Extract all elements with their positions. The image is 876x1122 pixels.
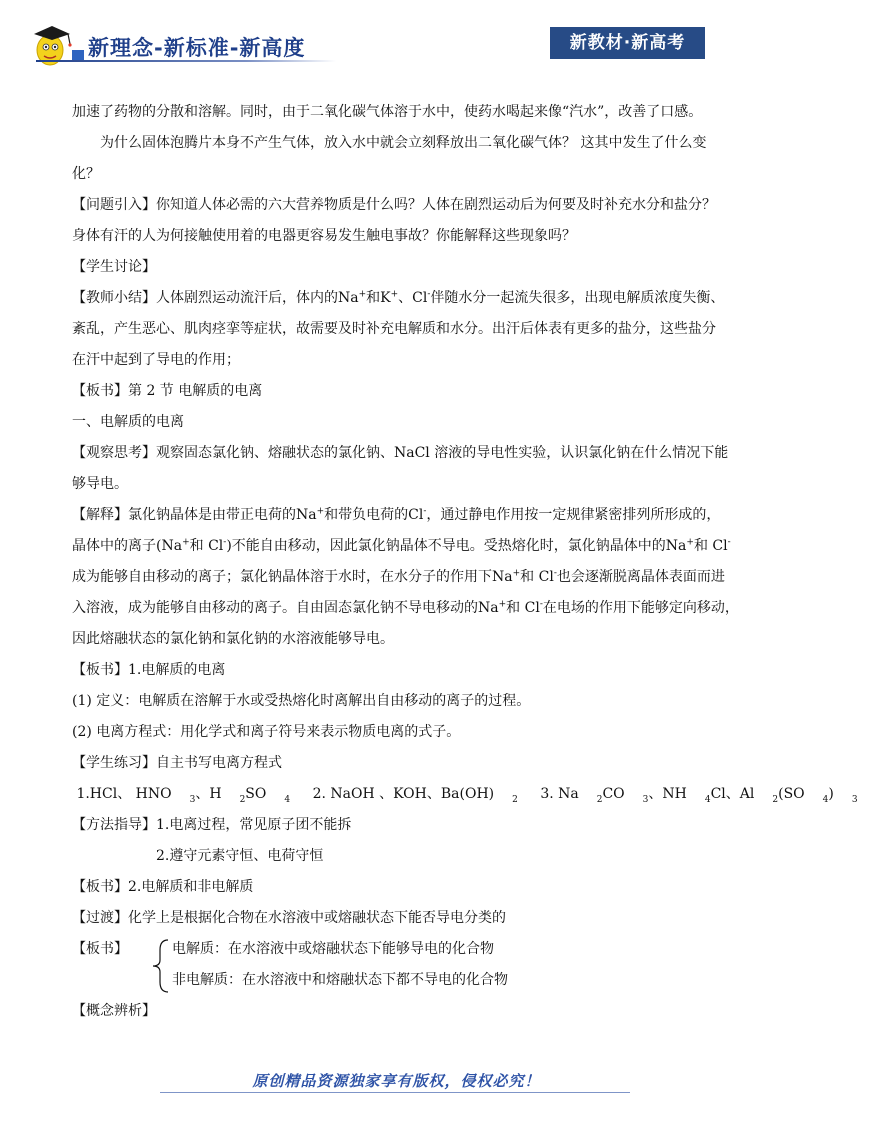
board-line: 【板书】2.电解质和非电解质 <box>72 879 254 895</box>
footer-divider <box>160 1092 630 1093</box>
text-line: 身体有汗的人为何接触使用着的电器更容易发生触电事故？你能解释这些现象吗？ <box>72 228 576 244</box>
text-line: 【学生讨论】 <box>72 259 156 275</box>
teacher-summary-line: 【教师小结】人体剧烈运动流汗后，体内的Na+和K+、Cl-伴随水分一起流失很多，出现电解质浓度失衡、 <box>72 289 725 306</box>
document-body <box>72 97 858 1027</box>
header-slogan-left: 新理念-新标准-新高度 <box>88 36 306 60</box>
explain-line: 晶体中的离子(Na+和 Cl-)不能自由移动，因此氯化钠晶体不导电。受热熔化时，氯化钠晶体中的Na+和 Cl- <box>72 537 731 554</box>
text-line: 因此熔融状态的氯化钠和氯化钠的水溶液能够导电。 <box>72 631 394 647</box>
practice-line: 【学生练习】自主书写电离方程式 <box>72 755 282 771</box>
method-line: 2.遵守元素守恒、电荷守恒 <box>156 848 324 864</box>
text-line: 在汗中起到了导电的作用； <box>72 352 240 368</box>
formula-group-1: 1.HCl、 HNO $_3$、H $_2$SO $_4$ <box>76 786 291 805</box>
board-heading: 【板书】第 2 节 电解质的电离 <box>72 383 263 399</box>
concept-line: 【概念辨析】 <box>72 1003 156 1019</box>
formula-exercise-line <box>72 779 858 810</box>
section-tag: 【教师小结】 <box>72 290 156 306</box>
explain-line: 成为能够自由移动的离子；氯化钠晶体溶于水时，在水分子的作用下Na+和 Cl-也会逐渐脱离晶体表面而进 <box>72 568 725 585</box>
text-line: 【问题引入】你知道人体必需的六大营养物质是什么吗？人体在剧烈运动后为何要及时补充水分和盐分？ <box>72 197 716 213</box>
text-line: 紊乱，产生恶心、肌肉痉挛等症状，故需要及时补充电解质和水分。出汗后体表有更多的盐分，这些盐分 <box>72 321 716 337</box>
non-electrolyte-definition: 非电解质：在水溶液中和熔融状态下都不导电的化合物 <box>172 972 508 988</box>
method-line: 【方法指导】1.电离过程，常见原子团不能拆 <box>72 817 352 833</box>
electrolyte-definition: 电解质：在水溶液中或熔融状态下能够导电的化合物 <box>172 941 494 957</box>
formula-group-3: 3. Na $_2$CO $_3$、NH $_4$Cl、Al $_2$(SO $_4$) $_3$ <box>540 786 858 805</box>
transition-line: 【过渡】化学上是根据化合物在水溶液中或熔融状态下能否导电分类的 <box>72 910 506 926</box>
text-line: 一、电解质的电离 <box>72 414 184 430</box>
observe-line: 【观察思考】观察固态氯化钠、熔融状态的氯化钠、NaCl 溶液的导电性实验，认识氯化钠在什么情况下能 <box>72 445 729 461</box>
page-header <box>0 0 793 80</box>
explain-line: 【解释】氯化钠晶体是由带正电荷的Na+和带负电荷的Cl-，通过静电作用按一定规律紧密排列所形成的， <box>72 506 721 523</box>
text-line: 够导电。 <box>72 476 128 492</box>
definition-line: (2) 电离方程式：用化学式和离子符号来表示物质电离的式子。 <box>72 724 461 740</box>
text-line: 加速了药物的分散和溶解。同时，由于二氧化碳气体溶于水中，使药水喝起来像“汽水”，改善了口感。 <box>72 104 703 120</box>
explain-line: 入溶液，成为能够自由移动的离子。自由固态氯化钠不导电移动的Na+和 Cl-在电场的作用下能够定向移动， <box>72 599 739 616</box>
classification-block <box>72 934 726 996</box>
section-tag: 【板书】 <box>72 941 128 957</box>
header-slogan-right: 新教材·新高考 <box>550 27 705 59</box>
board-line: 【板书】1.电解质的电离 <box>72 662 226 678</box>
definition-line: (1) 定义：电解质在溶解于水或受热熔化时离解出自由移动的离子的过程。 <box>72 693 531 709</box>
text-line: 化？ <box>72 166 100 182</box>
header-divider <box>36 60 336 62</box>
copyright-footer: 原创精品资源独家享有版权，侵权必究！ <box>252 1072 541 1090</box>
formula-group-2: 2. NaOH 、KOH、Ba(OH) $_2$ <box>312 786 518 805</box>
text-line: 为什么固体泡腾片本身不产生气体，放入水中就会立刻释放出二氧化碳气体？ 这其中发生了什么变 <box>100 135 707 151</box>
brace-icon <box>150 938 170 994</box>
